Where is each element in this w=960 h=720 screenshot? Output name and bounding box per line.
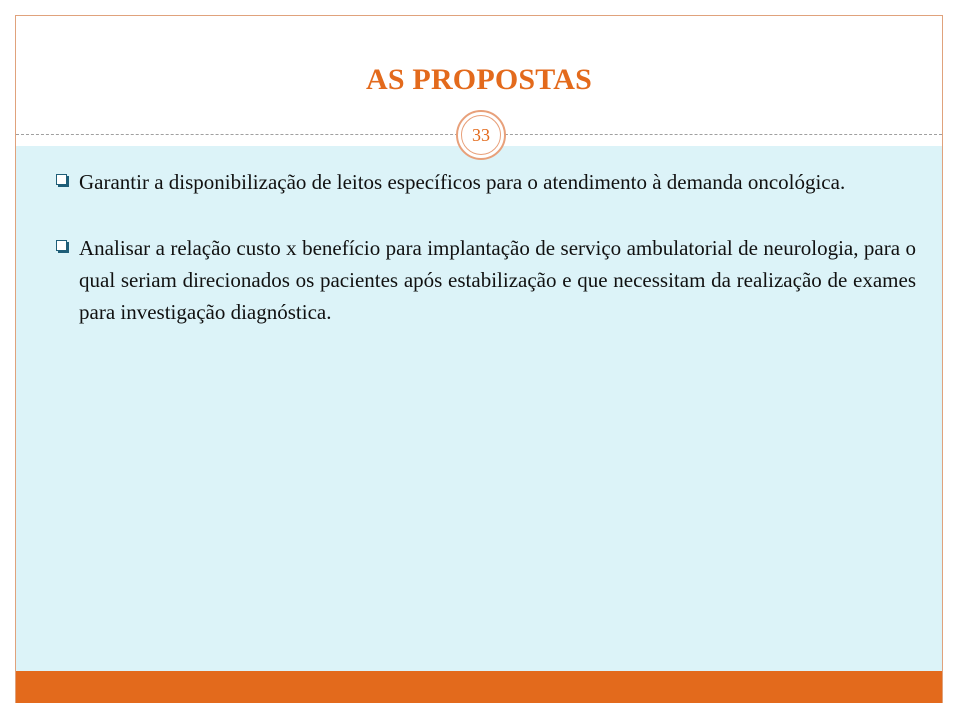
bullet-item (56, 166, 916, 198)
square-bullet-icon (56, 174, 72, 184)
bullet-list (56, 166, 916, 362)
page-number-badge (456, 110, 506, 160)
page-number: 33 (472, 124, 490, 145)
slide-frame (15, 15, 943, 703)
bullet-text: Analisar a relação custo x benefício para implantação de serviço ambulatorial de neurologia, para o qual seriam direcionados os pacientes após estabilização e que necessitam da realização de exames para investigação diagnóstica. (79, 236, 916, 324)
bullet-text: Garantir a disponibilização de leitos específicos para o atendimento à demanda oncológica. (79, 170, 846, 194)
square-bullet-icon (56, 240, 72, 250)
bullet-item (56, 232, 916, 328)
slide-title: AS PROPOSTAS (365, 63, 593, 96)
footer-bar (16, 671, 942, 703)
